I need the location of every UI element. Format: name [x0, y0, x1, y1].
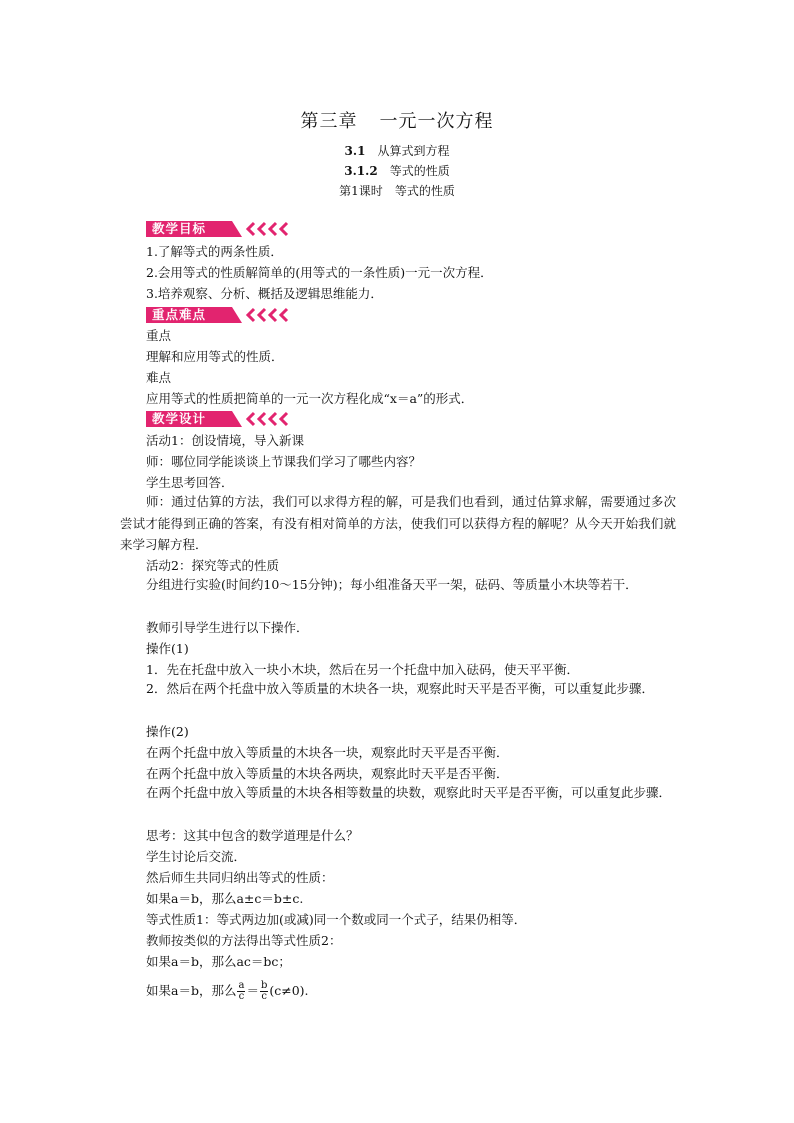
goals-label: 教学目标 — [146, 220, 291, 238]
activity-1-question: 师：哪位同学能谈谈上节课我们学习了哪些内容？ — [146, 454, 422, 469]
zhongdian-text: 理解和应用等式的性质． — [146, 349, 284, 364]
activity-2-title: 活动2：探究等式的性质 — [146, 558, 279, 573]
summary-text: 然后师生共同归纳出等式的性质： — [146, 870, 334, 885]
chapter-name: 一元一次方程 — [379, 111, 494, 132]
design-label: 教学设计 — [146, 410, 291, 428]
activity-1-paragraph: 师：通过估算的方法，我们可以求得方程的解，可是我们也看到，通过估算求解，需要通过多次尝试才能得到正确的答案，有没有相对简单的方法，使我们可以获得方程的解呢？从今天开始我们就来学习解方程． — [120, 494, 676, 552]
goal-item-2: 2.会用等式的性质解简单的(用等式的一条性质)一元一次方程． — [146, 265, 493, 280]
property-1: 等式性质1：等式两边加(或减)同一个数或同一个式子，结果仍相等． — [146, 912, 527, 927]
nandian-text: 应用等式的性质把简单的一元一次方程化成“x＝a”的形式． — [146, 391, 474, 406]
subsection-heading: 3.1.2 等式的性质 — [344, 164, 450, 178]
formula-1: 如果a＝b，那么a±c＝b±c. — [146, 891, 304, 906]
operation-1-step-1: 1．先在托盘中放入一块小木块，然后在另一个托盘中加入砝码，使天平平衡． — [146, 662, 579, 677]
zhongdian-title: 重点 — [146, 328, 172, 343]
teacher-guide: 教师引导学生进行以下操作． — [146, 620, 309, 635]
activity-2-paragraph: 分组进行实验(时间约10～15分钟)；每小组准备天平一架，砝码、等质量小木块等若干． — [146, 577, 638, 592]
property-2-intro: 教师按类似的方法得出等式性质2： — [146, 933, 342, 948]
operation-1-step-2: 2．然后在两个托盘中放入等质量的木块各一块，观察此时天平是否平衡，可以重复此步骤． — [146, 681, 654, 696]
formula-2: 如果a＝b，那么ac＝bc； — [146, 954, 291, 969]
operation-2-step-2: 在两个托盘中放入等质量的木块各两块，观察此时天平是否平衡． — [146, 766, 509, 781]
goal-item-3: 3.培养观察、分析、概括及逻辑思维能力． — [146, 286, 383, 301]
fraction-b-over-c: $\frac{b}{c}$ — [260, 980, 268, 1002]
keypoints-label: 重点难点 — [146, 306, 291, 324]
nandian-title: 难点 — [146, 370, 172, 385]
chapter-number: 第三章 — [300, 111, 358, 132]
activity-1-answer: 学生思考回答． — [146, 475, 234, 490]
fraction-a-over-c: $\frac{a}{c}$ — [238, 980, 245, 1002]
activity-1-title: 活动1：创设情境，导入新课 — [146, 433, 304, 448]
lesson-heading: 第1课时 等式的性质 — [339, 184, 455, 198]
operation-2-step-3: 在两个托盘中放入等质量的木块各相等数量的块数，观察此时天平是否平衡，可以重复此步骤． — [146, 785, 672, 800]
operation-2-title: 操作(2) — [146, 724, 189, 739]
chapter-title — [0, 107, 794, 133]
operation-1-title: 操作(1) — [146, 641, 189, 656]
formula-3: 如果a＝b，那么 $\frac{a}{c}$ ＝ $\frac{b}{c}$ (c≠0). — [146, 980, 309, 1002]
goal-item-1: 1.了解等式的两条性质． — [146, 244, 283, 259]
discuss-text: 学生讨论后交流． — [146, 849, 247, 864]
operation-2-step-1: 在两个托盘中放入等质量的木块各一块，观察此时天平是否平衡． — [146, 745, 509, 760]
section-heading: 3.1 从算式到方程 — [344, 144, 450, 158]
think-question: 思考：这其中包含的数学道理是什么？ — [146, 828, 359, 843]
